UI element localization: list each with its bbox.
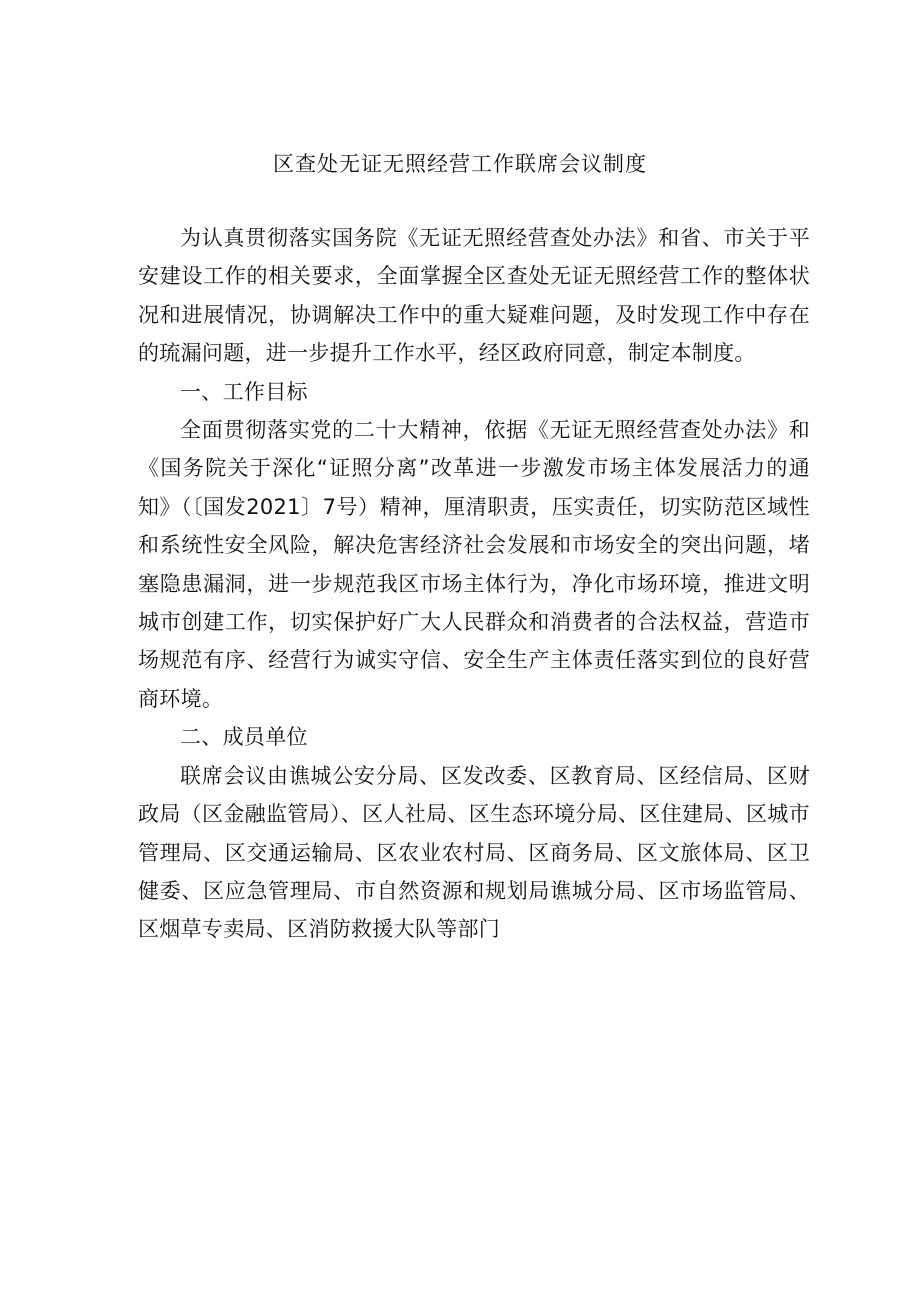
document-title: 区查处无证无照经营工作联席会议制度 bbox=[273, 152, 647, 176]
section-heading-goals: 一、工作目标 bbox=[180, 379, 308, 404]
intro-paragraph: 为认真贯彻落实国务院《无证无照经营查处办法》和省、市关于平安建设工作的相关要求，全面掌握全区查处无证无照经营工作的整体状况和进展情况，协调解决工作中的重大疑难问题，及时发现工作中存在的琉漏问题，进一步提升工作水平，经区政府同意，制定本制度。 bbox=[138, 226, 810, 366]
members-paragraph: 联席会议由谯城公安分局、区发改委、区教育局、区经信局、区财政局（区金融监管局）、区人社局、区生态环境分局、区住建局、区城市管理局、区交通运输局、区农业农村局、区商务局、区文旅体局、区卫健委、区应急管理局、市自然资源和规划局谯城分局、区市场监管局、区烟草专卖局、区消防救援大队等部门 bbox=[138, 763, 810, 942]
document-body bbox=[138, 219, 810, 949]
section-heading-members: 二、成员单位 bbox=[180, 725, 308, 750]
goals-paragraph: 全面贯彻落实党的二十大精神，依据《无证无照经营查处办法》和《国务院关于深化“证照分离”改革进一步激发市场主体发展活力的通知》（〔国发2021〕7号）精神，厘清职责，压实责任，切实防范区域性和系统性安全风险，解决危害经济社会发展和市场安全的突出问题，堵塞隐患漏洞，进一步规范我区市场主体行为，净化市场环境，推进文明城市创建工作，切实保护好广大人民群众和消费者的合法权益，营造市场规范有序、经营行为诚实守信、安全生产主体责任落实到位的良好营商环境。 bbox=[138, 418, 810, 711]
